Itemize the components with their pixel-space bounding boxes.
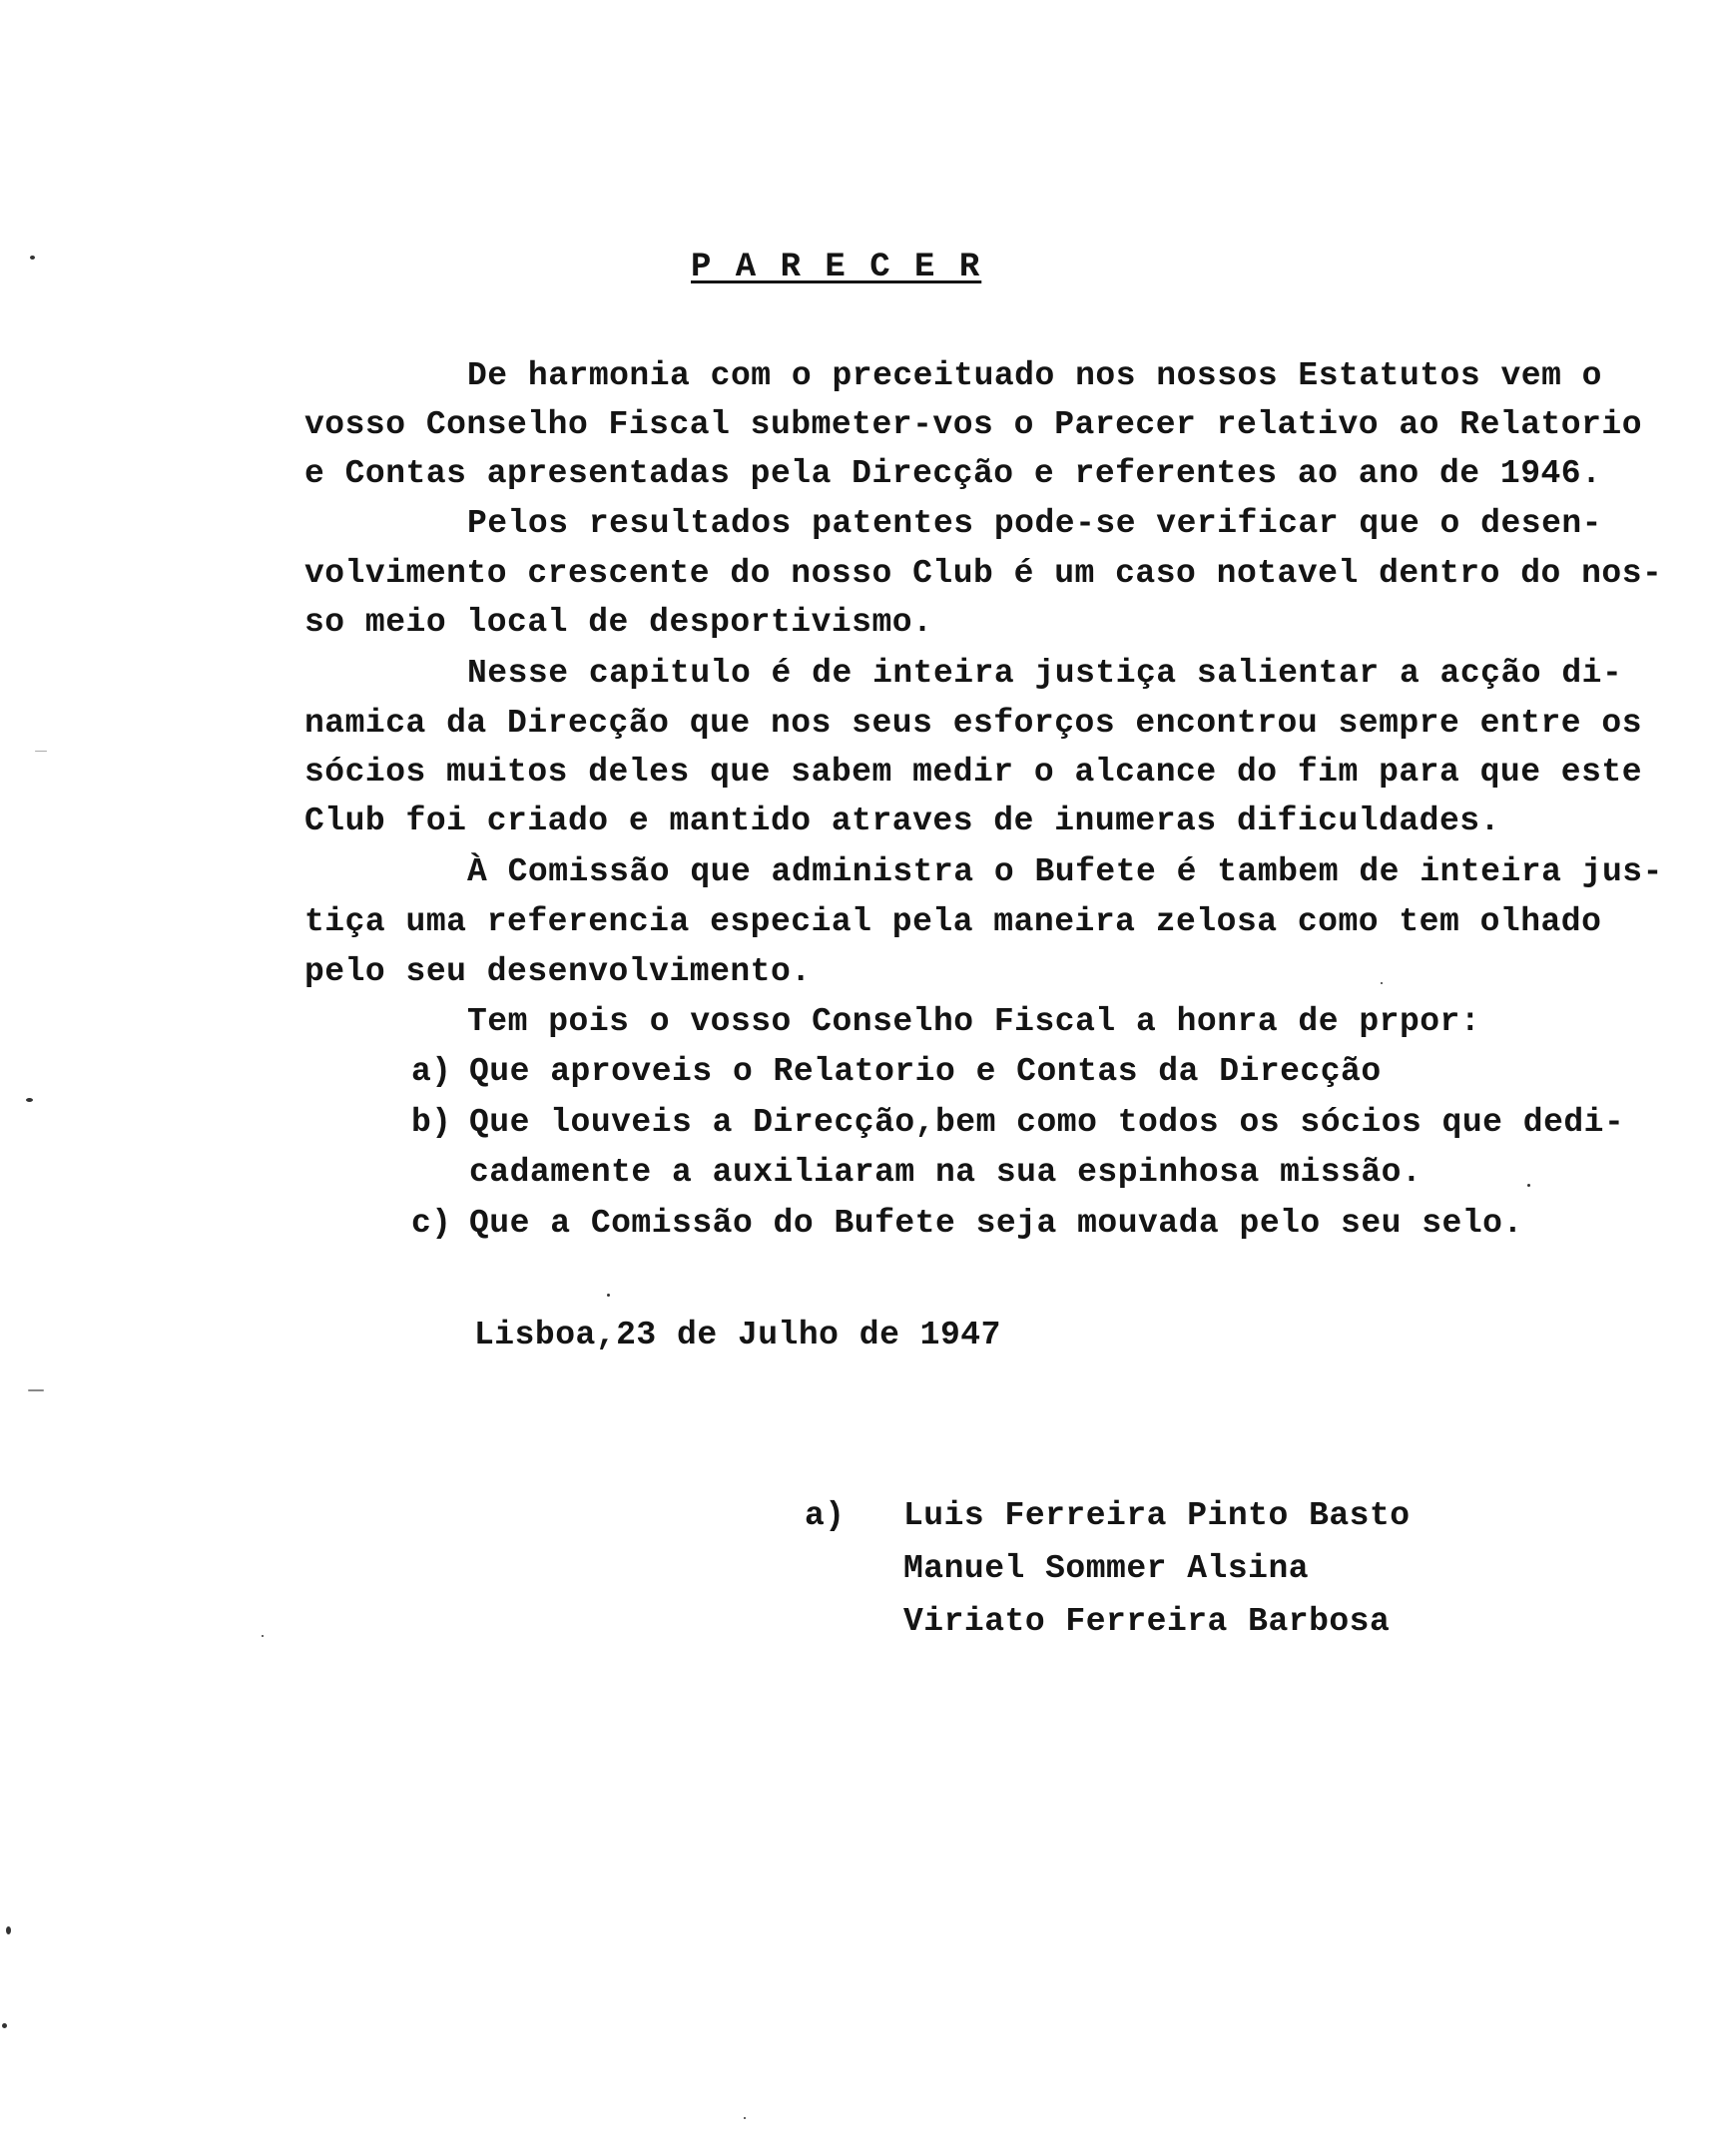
scan-speck	[26, 1098, 33, 1102]
paragraph-3-line-1: Nesse capitulo é de inteira justiça salientar a acção di-	[467, 655, 1623, 692]
paragraph-3-line-2: namica da Direcção que nos seus esforços encontrou sempre entre os	[304, 705, 1643, 742]
paragraph-1-line-1: De harmonia com o preceituado nos nossos Estatutos vem o	[467, 357, 1602, 394]
paragraph-3-line-4: Club foi criado e mantido atraves de inumeras dificuldades.	[304, 803, 1500, 839]
paragraph-3-line-3: sócios muitos deles que sabem medir o alcance do fim para que este	[304, 754, 1643, 791]
item-c-text: Que a Comissão do Bufete seja mouvada pelo seu selo.	[469, 1205, 1523, 1242]
signature-label: a)	[805, 1497, 846, 1534]
paragraph-4-line-2: tiça uma referencia especial pela maneira zelosa como tem olhado	[304, 903, 1602, 940]
signatory-name-1: Luis Ferreira Pinto Basto	[903, 1497, 1411, 1534]
paragraph-5-line-1: Tem pois o vosso Conselho Fiscal a honra de prpor:	[467, 1003, 1481, 1040]
scan-speck	[607, 1294, 610, 1297]
item-a-text: Que aproveis o Relatorio e Contas da Direcção	[469, 1053, 1382, 1090]
item-b-label: b)	[411, 1104, 452, 1141]
paragraph-4-line-1: À Comissão que administra o Bufete é tambem de inteira jus-	[467, 853, 1663, 890]
paragraph-1-line-3: e Contas apresentadas pela Direcção e referentes ao ano de 1946.	[304, 455, 1602, 492]
scan-speck	[30, 256, 35, 260]
scan-speck	[2, 2023, 7, 2028]
signatory-name-2: Manuel Sommer Alsina	[903, 1550, 1310, 1587]
date-line: Lisboa,23 de Julho de 1947	[474, 1317, 1001, 1353]
scan-speck	[6, 1926, 11, 1934]
item-a-label: a)	[411, 1053, 452, 1090]
scan-speck	[262, 1635, 264, 1637]
scan-speck	[744, 2117, 746, 2119]
paragraph-2-line-3: so meio local de desportivismo.	[304, 604, 933, 641]
paragraph-4-line-3: pelo seu desenvolvimento.	[304, 953, 812, 990]
paragraph-2-line-2: volvimento crescente do nosso Club é um caso notavel dentro do nos-	[304, 555, 1663, 592]
scan-speck	[35, 751, 47, 752]
document-title: P A R E C E R	[691, 249, 982, 286]
scan-speck	[1527, 1184, 1530, 1187]
paragraph-1-line-2: vosso Conselho Fiscal submeter-vos o Parecer relativo ao Relatorio	[304, 406, 1643, 443]
signatory-name-3: Viriato Ferreira Barbosa	[903, 1603, 1391, 1640]
item-b-text-line-1: Que louveis a Direcção,bem como todos os sócios que dedi-	[469, 1104, 1625, 1141]
item-b-text-line-2: cadamente a auxiliaram na sua espinhosa missão.	[469, 1154, 1423, 1191]
scan-speck	[1381, 982, 1383, 984]
scan-speck	[28, 1389, 44, 1391]
item-c-label: c)	[411, 1205, 452, 1242]
paragraph-2-line-1: Pelos resultados patentes pode-se verificar que o desen-	[467, 505, 1602, 542]
